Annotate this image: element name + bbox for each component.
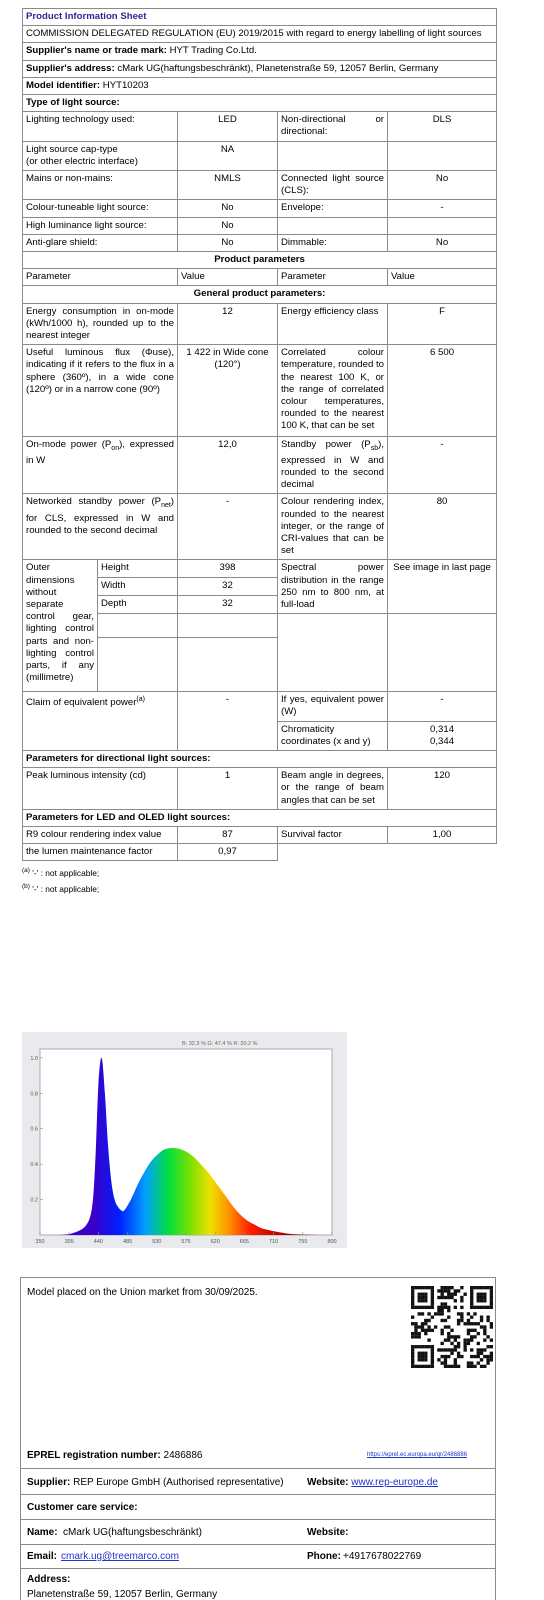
peak-intensity-value: 1 bbox=[178, 768, 278, 810]
customer-care-heading: Customer care service: bbox=[27, 1502, 138, 1513]
x-tick-label: 620 bbox=[210, 1239, 220, 1245]
empty-cell bbox=[278, 217, 388, 234]
phone-label: Phone: bbox=[307, 1551, 341, 1562]
registration-footer bbox=[20, 1277, 496, 1600]
cri-value: 80 bbox=[388, 494, 497, 560]
column-header-parameter: Parameter bbox=[23, 269, 178, 286]
tech-value: LED bbox=[178, 112, 278, 141]
survival-factor-label: Survival factor bbox=[278, 827, 388, 844]
cri-label: Colour rendering index, rounded to the nearest integer, or the range of CRI-values that can be set bbox=[278, 494, 388, 560]
directional-label: Non-directional or directional: bbox=[278, 112, 388, 141]
survival-factor-value: 1,00 bbox=[388, 827, 497, 844]
address-value: Planetenstraße 59, 12057 Berlin, Germany bbox=[27, 1589, 218, 1600]
envelope-value: - bbox=[388, 200, 497, 217]
x-tick-label: 710 bbox=[269, 1239, 279, 1245]
footnote-b: $^{(b)}$ '-' : not applicable; bbox=[22, 883, 100, 895]
colour-tune-label: Colour-tuneable light source: bbox=[23, 200, 178, 217]
networked-standby-label: Networked standby power $(P_{net})$ for CLS, expressed in W and rounded to the second decimal bbox=[23, 494, 178, 560]
footnote-a: $^{(a)}$ '-' : not applicable; bbox=[22, 867, 100, 879]
supplier-website-link[interactable]: www.rep-europe.de bbox=[351, 1477, 438, 1488]
product-information-sheet bbox=[22, 8, 496, 896]
y-tick-label: 1.0 bbox=[30, 1055, 38, 1062]
cls-value: No bbox=[388, 171, 497, 200]
colour-temperature-value: 6 500 bbox=[388, 345, 497, 436]
equivalent-power-value: - bbox=[178, 692, 278, 751]
cls-label: Connected light source (CLS): bbox=[278, 171, 388, 200]
efficiency-class-value: F bbox=[388, 303, 497, 345]
general-parameters-heading: General product parameters: bbox=[23, 286, 497, 303]
mains-value: NMLS bbox=[178, 171, 278, 200]
luminous-flux-label: Useful luminous flux (Φuse), indicating if it refers to the flux in a sphere (360º), in a wide cone (120º) or in a narrow cone (90º) bbox=[23, 345, 178, 436]
equivalent-power-yes-value: - bbox=[388, 692, 497, 721]
email-link[interactable]: cmark.ug@treemarco.com bbox=[61, 1551, 179, 1562]
cap-type-label: Light source cap-type (or other electric interface) bbox=[23, 141, 178, 170]
dimmable-value: No bbox=[388, 234, 497, 251]
width-label: Width bbox=[98, 578, 178, 596]
phone-value: +4917678022769 bbox=[343, 1551, 422, 1562]
y-tick-label: 0.2 bbox=[30, 1197, 38, 1204]
divider bbox=[21, 1544, 495, 1545]
column-header-value: Value bbox=[178, 269, 278, 286]
x-tick-label: 395 bbox=[64, 1239, 74, 1245]
y-tick-label: 0.6 bbox=[30, 1126, 38, 1133]
empty-cell bbox=[388, 614, 497, 692]
spectral-distribution-value: See image in last page bbox=[388, 560, 497, 614]
type-heading: Type of light source: bbox=[23, 95, 497, 112]
empty-cell bbox=[98, 614, 178, 638]
standby-power-value: - bbox=[388, 436, 497, 494]
email-label: Email: bbox=[27, 1551, 58, 1562]
y-tick-label: 0.8 bbox=[30, 1091, 38, 1098]
chromaticity-label: Chromaticity coordinates (x and y) bbox=[278, 721, 388, 750]
chart-legend: B: 32.3 % G: 47.4 % R: 20.2 % bbox=[182, 1041, 258, 1047]
care-name-value: cMark UG(haftungsbeschränkt) bbox=[63, 1527, 202, 1538]
high-luminance-label: High luminance light source: bbox=[23, 217, 178, 234]
address-label: Address: bbox=[27, 1574, 71, 1585]
lumen-maintenance-value: 0,97 bbox=[178, 844, 278, 861]
supplier-row: Supplier: REP Europe GmbH (Authorised representative) bbox=[27, 1477, 284, 1488]
energy-consumption-label: Energy consumption in on-mode (kWh/1000 h), rounded up to the nearest integer bbox=[23, 303, 178, 345]
eprel-row: EPREL registration number: 2486886 bbox=[27, 1450, 203, 1461]
model-identifier-row: Model identifier: HYT10203 bbox=[23, 77, 497, 94]
high-luminance-value: No bbox=[178, 217, 278, 234]
care-name-label: Name: bbox=[27, 1527, 58, 1538]
envelope-label: Envelope: bbox=[278, 200, 388, 217]
x-tick-label: 485 bbox=[123, 1239, 133, 1245]
dimmable-label: Dimmable: bbox=[278, 234, 388, 251]
column-header-value: Value bbox=[388, 269, 497, 286]
supplier-name-row: Supplier's name or trade mark: HYT Trading Co.Ltd. bbox=[23, 43, 497, 60]
x-tick-label: 350 bbox=[35, 1239, 45, 1245]
x-tick-label: 800 bbox=[327, 1239, 337, 1245]
divider bbox=[21, 1519, 495, 1520]
depth-label: Depth bbox=[98, 596, 178, 614]
parameters-table bbox=[22, 8, 497, 861]
supplier-website-row: Website: www.rep-europe.de bbox=[307, 1477, 438, 1488]
empty-cell bbox=[278, 141, 388, 170]
depth-value: 32 bbox=[178, 596, 278, 614]
x-tick-label: 530 bbox=[152, 1239, 162, 1245]
luminous-flux-value: 1 422 in Wide cone (120°) bbox=[178, 345, 278, 436]
colour-temperature-label: Correlated colour temperature, rounded to the nearest 100 K, or the range of correlated colour temperatures, rounded to the nearest 100 K, that can be set bbox=[278, 345, 388, 436]
on-mode-power-label: On-mode power $(P_{on})$, expressed in W bbox=[23, 436, 178, 494]
beam-angle-value: 120 bbox=[388, 768, 497, 810]
page-title: Product Information Sheet bbox=[23, 9, 497, 26]
lumen-maintenance-label: the lumen maintenance factor bbox=[23, 844, 178, 861]
directional-value: DLS bbox=[388, 112, 497, 141]
cap-type-value: NA bbox=[178, 141, 278, 170]
dimensions-label: Outer dimensions without separate control gear, lighting control parts and non-lighting control parts, if any (millimetre) bbox=[23, 560, 98, 692]
r9-value: 87 bbox=[178, 827, 278, 844]
led-oled-heading: Parameters for LED and OLED light sources: bbox=[23, 809, 497, 826]
empty-cell bbox=[98, 638, 178, 692]
width-value: 32 bbox=[178, 578, 278, 596]
empty-cell bbox=[278, 844, 388, 861]
eprel-link[interactable]: https://eprel.ec.europa.eu/qr/2486886 bbox=[367, 1452, 468, 1458]
standby-power-label: Standby power $(P_{sb})$, expressed in W and rounded to the second decimal bbox=[278, 436, 388, 494]
column-header-parameter: Parameter bbox=[278, 269, 388, 286]
product-parameters-heading: Product parameters bbox=[23, 252, 497, 269]
divider bbox=[21, 1494, 495, 1495]
chromaticity-value: 0,314 0,344 bbox=[388, 721, 497, 750]
empty-cell bbox=[278, 614, 388, 692]
empty-cell bbox=[388, 217, 497, 234]
networked-standby-value: - bbox=[178, 494, 278, 560]
spectral-power-chart bbox=[22, 1032, 347, 1248]
mains-label: Mains or non-mains: bbox=[23, 171, 178, 200]
regulation-reference: COMMISSION DELEGATED REGULATION (EU) 2019/2015 with regard to energy labelling of light sources bbox=[23, 26, 497, 43]
empty-cell bbox=[178, 638, 278, 692]
empty-cell bbox=[178, 614, 278, 638]
empty-cell bbox=[388, 141, 497, 170]
height-value: 398 bbox=[178, 560, 278, 578]
r9-label: R9 colour rendering index value bbox=[23, 827, 178, 844]
directional-heading: Parameters for directional light sources: bbox=[23, 751, 497, 768]
qr-code-icon[interactable] bbox=[411, 1286, 493, 1368]
x-tick-label: 665 bbox=[239, 1239, 249, 1245]
supplier-address-row: Supplier's address: cMark UG(haftungsbeschränkt), Planetenstraße 59, 12057 Berlin, Germany bbox=[23, 60, 497, 77]
peak-intensity-label: Peak luminous intensity (cd) bbox=[23, 768, 178, 810]
efficiency-class-label: Energy efficiency class bbox=[278, 303, 388, 345]
footnotes bbox=[22, 864, 496, 896]
height-label: Height bbox=[98, 560, 178, 578]
equivalent-power-yes-label: If yes, equivalent power (W) bbox=[278, 692, 388, 721]
x-tick-label: 575 bbox=[181, 1239, 191, 1245]
anti-glare-value: No bbox=[178, 234, 278, 251]
beam-angle-label: Beam angle in degrees, or the range of beam angles that can be set bbox=[278, 768, 388, 810]
market-date-text: Model placed on the Union market from 30/09/2025. bbox=[27, 1287, 258, 1298]
y-tick-label: 0.4 bbox=[30, 1162, 38, 1169]
spectral-distribution-label: Spectral power distribution in the range 250 nm to 800 nm, at full-load bbox=[278, 560, 388, 614]
colour-tune-value: No bbox=[178, 200, 278, 217]
empty-cell bbox=[388, 844, 497, 861]
divider bbox=[21, 1468, 495, 1469]
x-tick-label: 755 bbox=[298, 1239, 308, 1245]
care-website-label: Website: bbox=[307, 1527, 349, 1538]
equivalent-power-label: Claim of equivalent power$^{(a)}$ bbox=[23, 692, 178, 751]
divider bbox=[21, 1568, 495, 1569]
tech-label: Lighting technology used: bbox=[23, 112, 178, 141]
x-tick-label: 440 bbox=[93, 1239, 103, 1245]
anti-glare-label: Anti-glare shield: bbox=[23, 234, 178, 251]
energy-consumption-value: 12 bbox=[178, 303, 278, 345]
on-mode-power-value: 12,0 bbox=[178, 436, 278, 494]
